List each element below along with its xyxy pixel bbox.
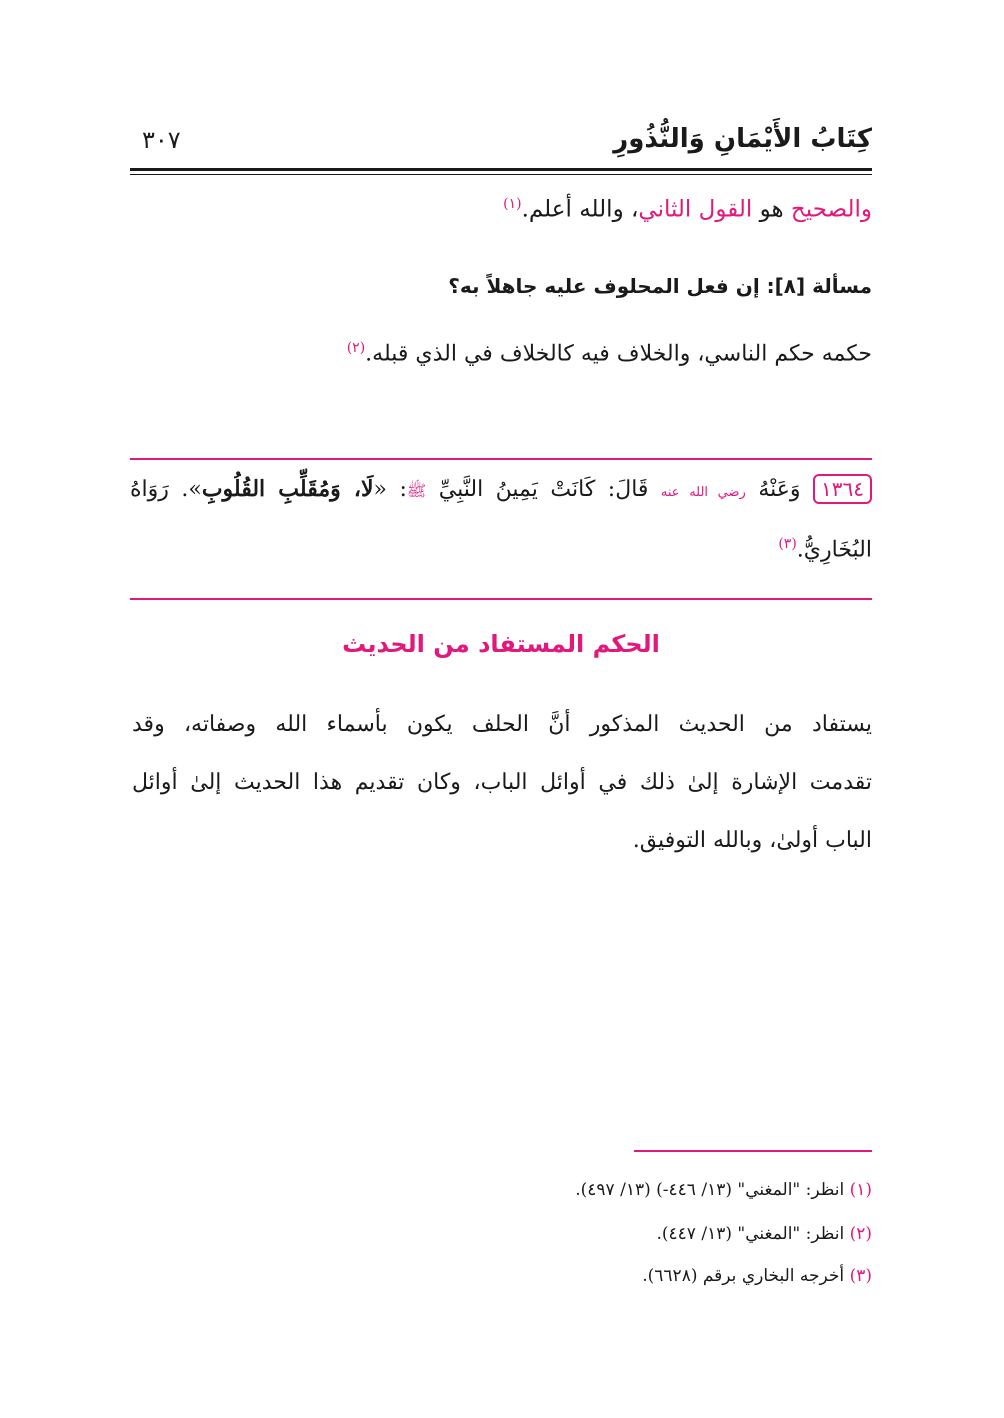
footnote-ref-1[interactable]: (١) [503, 196, 522, 212]
footnote-ref-2[interactable]: (٢) [346, 340, 366, 356]
text-segment: ، والله أعلم. [521, 196, 639, 223]
highlight-second-opinion: القول الثاني [638, 196, 753, 223]
hadith-quote: لَا، وَمُقَلِّبِ القُلُوبِ [201, 476, 374, 502]
footnote-2 [656, 1224, 872, 1244]
footnote-number: (٣) [849, 1266, 872, 1286]
honorific-radiallah: رضي الله عنه [660, 485, 746, 500]
opinion-line [503, 196, 872, 223]
ruling-text: حكمه حكم الناسي، والخلاف فيه كالخلاف في الذي قبله. [365, 341, 872, 367]
issue-text: إن فعل المحلوف عليه جاهلاً به؟ [448, 274, 767, 298]
footnote-separator [634, 1150, 872, 1152]
footnote-text: انظر: "المغني" (١٣/ ٤٤٧). [656, 1224, 850, 1244]
footnote-ref-3[interactable]: (٣) [778, 536, 797, 552]
footnote-3 [642, 1266, 872, 1286]
page-number: ٣٠٧ [142, 126, 181, 154]
hadith-rule-top [130, 458, 872, 460]
paragraph-line-1: يستفاد من الحديث المذكور أنَّ الحلف يكون بأسماء الله وصفاته، وقد [132, 712, 872, 737]
issue-heading [448, 274, 872, 298]
hadith-line-1 [130, 474, 872, 504]
ruling-line [347, 340, 872, 366]
footnote-number: (٢) [849, 1224, 872, 1244]
footnote-text: انظر: "المغني" (١٣/ ٤٤٦-) (١٣/ ٤٩٧). [575, 1180, 850, 1200]
paragraph-line-2: تقدمت الإشارة إلىٰ ذلك في أوائل الباب، وكان تقديم هذا الحديث إلىٰ أوائل [132, 770, 872, 795]
footnote-number: (١) [849, 1180, 872, 1200]
section-heading: الحكم المستفاد من الحديث [342, 630, 660, 658]
honorific-salallah: ﷺ [406, 481, 427, 500]
hadith-text-d: ». رَوَاهُ [130, 477, 202, 502]
page-header [130, 118, 872, 170]
hadith-text-b: قَالَ: كَانَتْ يَمِينُ النَّبِيِّ [426, 477, 661, 502]
paragraph-line-3: الباب أولىٰ، وبالله التوفيق. [632, 828, 872, 853]
header-rule-thick [130, 168, 872, 171]
footnote-1 [575, 1180, 872, 1200]
book-title: كِتَابُ الأَيْمَانِ وَالنُّذُورِ [613, 124, 872, 154]
highlight-correct: والصحيح [790, 196, 872, 223]
hadith-narrator: البُخَارِيُّ. [796, 537, 872, 563]
hadith-number-badge: ١٣٦٤ [813, 474, 872, 504]
hadith-text-c: : « [373, 477, 407, 502]
hadith-text-a: وَعَنْهُ [745, 477, 814, 502]
hadith-line-2 [778, 536, 872, 562]
issue-label: مسألة [٨]: [766, 274, 872, 298]
header-rule-thin [130, 174, 872, 175]
hadith-rule-bottom [130, 598, 872, 600]
footnote-text: أخرجه البخاري برقم (٦٦٢٨). [642, 1266, 850, 1286]
text-segment: هو [752, 196, 791, 223]
